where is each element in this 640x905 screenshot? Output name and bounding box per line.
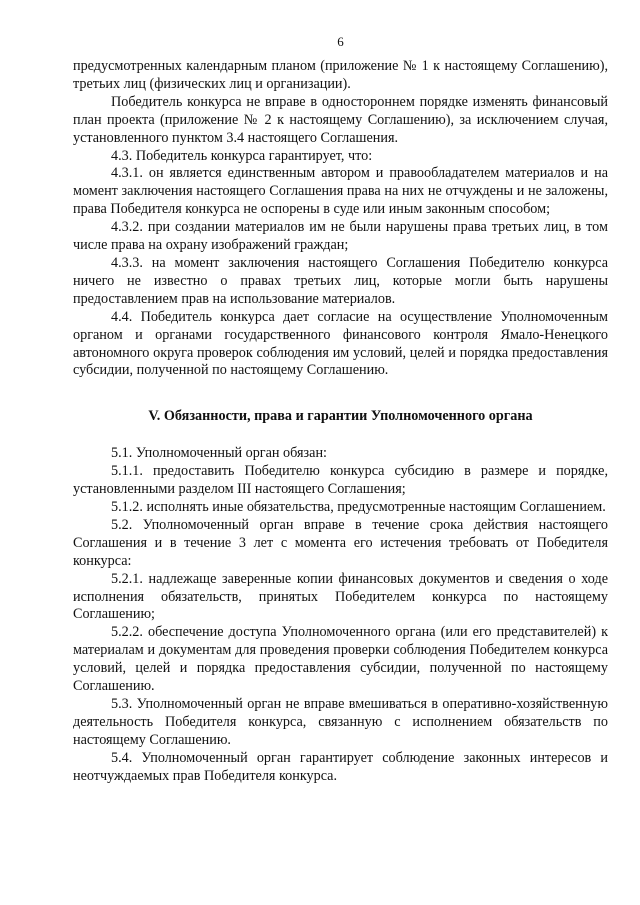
paragraph-4-4: 4.4. Победитель конкурса дает согласие на осуществление Уполномоченным органом и органами государственного финансового контроля Ямало-Ненецкого автономного округа проверок соблюдения им условий, целей и порядка предоставления субсидии, полученной по настоящему Соглашению. — [73, 308, 608, 379]
paragraph-calendar-plan: предусмотренных календарным планом (приложение № 1 к настоящему Соглашению), третьих лиц (физических лиц и организации). — [73, 58, 608, 92]
section-heading: V. Обязанности, права и гарантии Уполномоченного органа — [148, 408, 533, 425]
paragraph-5-2: 5.2. Уполномоченный орган вправе в течение срока действия настоящего Соглашения и в течение 3 лет с момента его истечения требовать от Победителя конкурса: — [73, 516, 608, 569]
paragraph-5-2-1: 5.2.1. надлежаще заверенные копии финансовых документов и сведения о ходе исполнения обязательств, принятых Победителем конкурса по настоящему Соглашению; — [73, 570, 608, 623]
paragraph-5-2-2: 5.2.2. обеспечение доступа Уполномоченного органа (или его представителей) к материалам и документам для проведения проверки соблюдения Победителем конкурса условий, целей и порядка предоставления субсидии, полученной по настоящему Соглашению. — [73, 624, 608, 695]
paragraph-5-4: 5.4. Уполномоченный орган гарантирует соблюдение законных интересов и неотчуждаемых прав Победителя конкурса. — [73, 749, 608, 784]
paragraph-financial-plan: Победитель конкурса не вправе в одностороннем порядке изменять финансовый план проекта (приложение № 2 к настоящему Соглашению), за исключением случая, установленного пунктом 3.4 настоящего Соглашения. — [73, 93, 608, 146]
paragraph-5-1: 5.1. Уполномоченный орган обязан: — [111, 445, 327, 462]
paragraph-5-1-2: 5.1.2. исполнять иные обязательства, предусмотренные настоящим Соглашением. — [111, 499, 606, 516]
paragraph-5-3: 5.3. Уполномоченный орган не вправе вмешиваться в оперативно-хозяйственную деятельность Победителя конкурса, связанную с исполнением обязательств по настоящему Соглашению. — [73, 696, 608, 748]
paragraph-4-3: 4.3. Победитель конкурса гарантирует, что: — [111, 147, 373, 164]
paragraph-5-1-1: 5.1.1. предоставить Победителю конкурса субсидию в размере и порядке, установленными разделом III настоящего Соглашения; — [73, 463, 608, 498]
paragraph-4-3-1: 4.3.1. он является единственным автором и правообладателем материалов и на момент заключения настоящего Соглашения права на них не отчуждены и не заложены, права Победителя конкурса не оспорены в суде или иным законным способом; — [73, 165, 608, 218]
paragraph-4-3-3: 4.3.3. на момент заключения настоящего Соглашения Победителю конкурса ничего не известно о правах третьих лиц, которые могли быть нарушены предоставлением прав на использование материалов. — [73, 254, 608, 307]
page-number: 6 — [337, 34, 344, 49]
paragraph-4-3-2: 4.3.2. при создании материалов им не были нарушены права третьих лиц, в том числе права на охрану изображений граждан; — [73, 219, 608, 254]
